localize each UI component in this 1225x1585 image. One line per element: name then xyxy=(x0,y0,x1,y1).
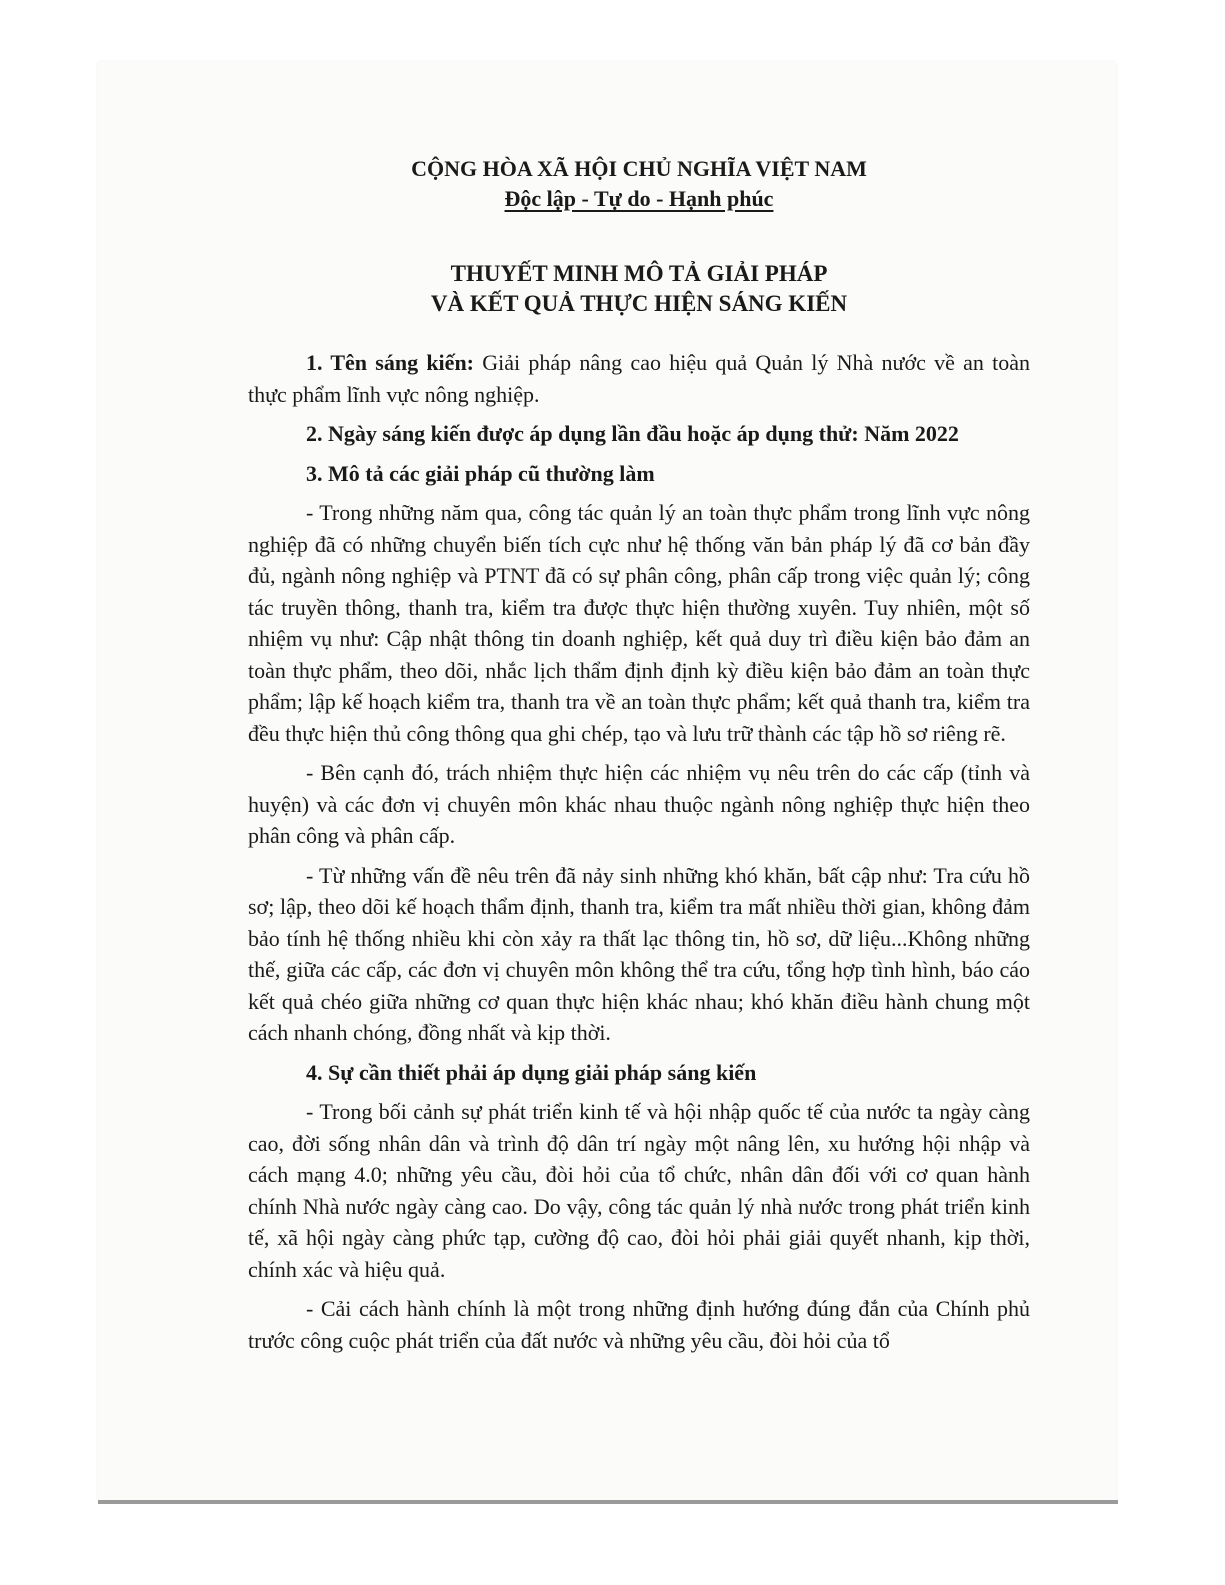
national-name: CỘNG HÒA XÃ HỘI CHỦ NGHĨA VIỆT NAM xyxy=(411,156,867,181)
section-3-heading: 3. Mô tả các giải pháp cũ thường làm xyxy=(306,460,655,486)
title-line-1: THUYẾT MINH MÔ TẢ GIẢI PHÁP xyxy=(450,261,828,286)
section-2-value: Năm 2022 xyxy=(864,421,959,446)
section-2 xyxy=(248,418,1030,450)
page-edge-shadow xyxy=(98,1500,1118,1504)
motto-text: Độc lập - Tự do - Hạnh phúc xyxy=(504,186,774,211)
document-content xyxy=(248,154,1030,1364)
section-3-paragraph: - Bên cạnh đó, trách nhiệm thực hiện các nhiệm vụ nêu trên do các cấp (tỉnh và huyện) và các đơn vị chuyên môn khác nhau thuộc ngành nông nghiệp thực hiện theo phân công và phân cấp. xyxy=(248,760,1030,848)
national-motto xyxy=(248,184,1030,214)
section-4-heading: 4. Sự cần thiết phải áp dụng giải pháp sáng kiến xyxy=(306,1059,757,1085)
section-3-paragraph: - Trong những năm qua, công tác quản lý an toàn thực phẩm trong lĩnh vực nông nghiệp đã có những chuyển biến tích cực như hệ thống văn bản pháp lý đã cơ bản đầy đủ, ngành nông nghiệp và PTNT đã có sự phân công, phân cấp trong việc quản lý; công tác truyền thông, thanh tra, kiểm tra được thực hiện thường xuyên. Tuy nhiên, một số nhiệm vụ như: Cập nhật thông tin doanh nghiệp, kết quả duy trì điều kiện bảo đảm an toàn thực phẩm, theo dõi, nhắc lịch thẩm định định kỳ điều kiện bảo đảm an toàn thực phẩm; lập kế hoạch kiểm tra, thanh tra về an toàn thực phẩm; kết quả thanh tra, kiểm tra đều thực hiện thủ công thông qua ghi chép, tạo và lưu trữ thành các tập hồ sơ riêng rẽ. xyxy=(248,500,1030,746)
title-line-2: VÀ KẾT QUẢ THỰC HIỆN SÁNG KIẾN xyxy=(430,291,848,316)
document-title xyxy=(248,259,1030,319)
section-1-text: Giải pháp nâng cao hiệu quả Quản lý Nhà nước về an toàn thực phẩm lĩnh vực nông nghiệp. xyxy=(248,350,1030,407)
section-4-paragraph: - Trong bối cảnh sự phát triển kinh tế và hội nhập quốc tế của nước ta ngày càng cao, đời sống nhân dân và trình độ dân trí ngày một nâng lên, xu hướng hội nhập và cách mạng 4.0; những yêu cầu, đòi hỏi của tổ chức, nhân dân đối với cơ quan hành chính Nhà nước ngày càng cao. Do vậy, công tác quản lý nhà nước trong phát triển kinh tế, xã hội ngày càng phức tạp, cường độ cao, đòi hỏi phải giải quyết nhanh, kịp thời, chính xác và hiệu quả. xyxy=(248,1099,1030,1282)
section-4-paragraph: - Cải cách hành chính là một trong những định hướng đúng đắn của Chính phủ trước công cuộc phát triển của đất nước và những yêu cầu, đòi hỏi của tổ xyxy=(248,1296,1030,1353)
section-1 xyxy=(248,347,1030,410)
section-3-paragraph: - Từ những vấn đề nêu trên đã nảy sinh những khó khăn, bất cập như: Tra cứu hồ sơ; lập, theo dõi kế hoạch thẩm định, thanh tra, kiểm tra mất nhiều thời gian, không đảm bảo tính hệ thống nhiều khi còn xảy ra thất lạc thông tin, hồ sơ, dữ liệu...Không những thế, giữa các cấp, các đơn vị chuyên môn không thể tra cứu, tổng hợp tình hình, báo cáo kết quả chéo giữa những cơ quan thực hiện khác nhau; khó khăn điều hành chung một cách nhanh chóng, đồng nhất và kịp thời. xyxy=(248,862,1030,1045)
section-2-label: 2. Ngày sáng kiến được áp dụng lần đầu hoặc áp dụng thử: xyxy=(306,421,859,446)
section-1-label: 1. Tên sáng kiến: xyxy=(306,350,474,375)
